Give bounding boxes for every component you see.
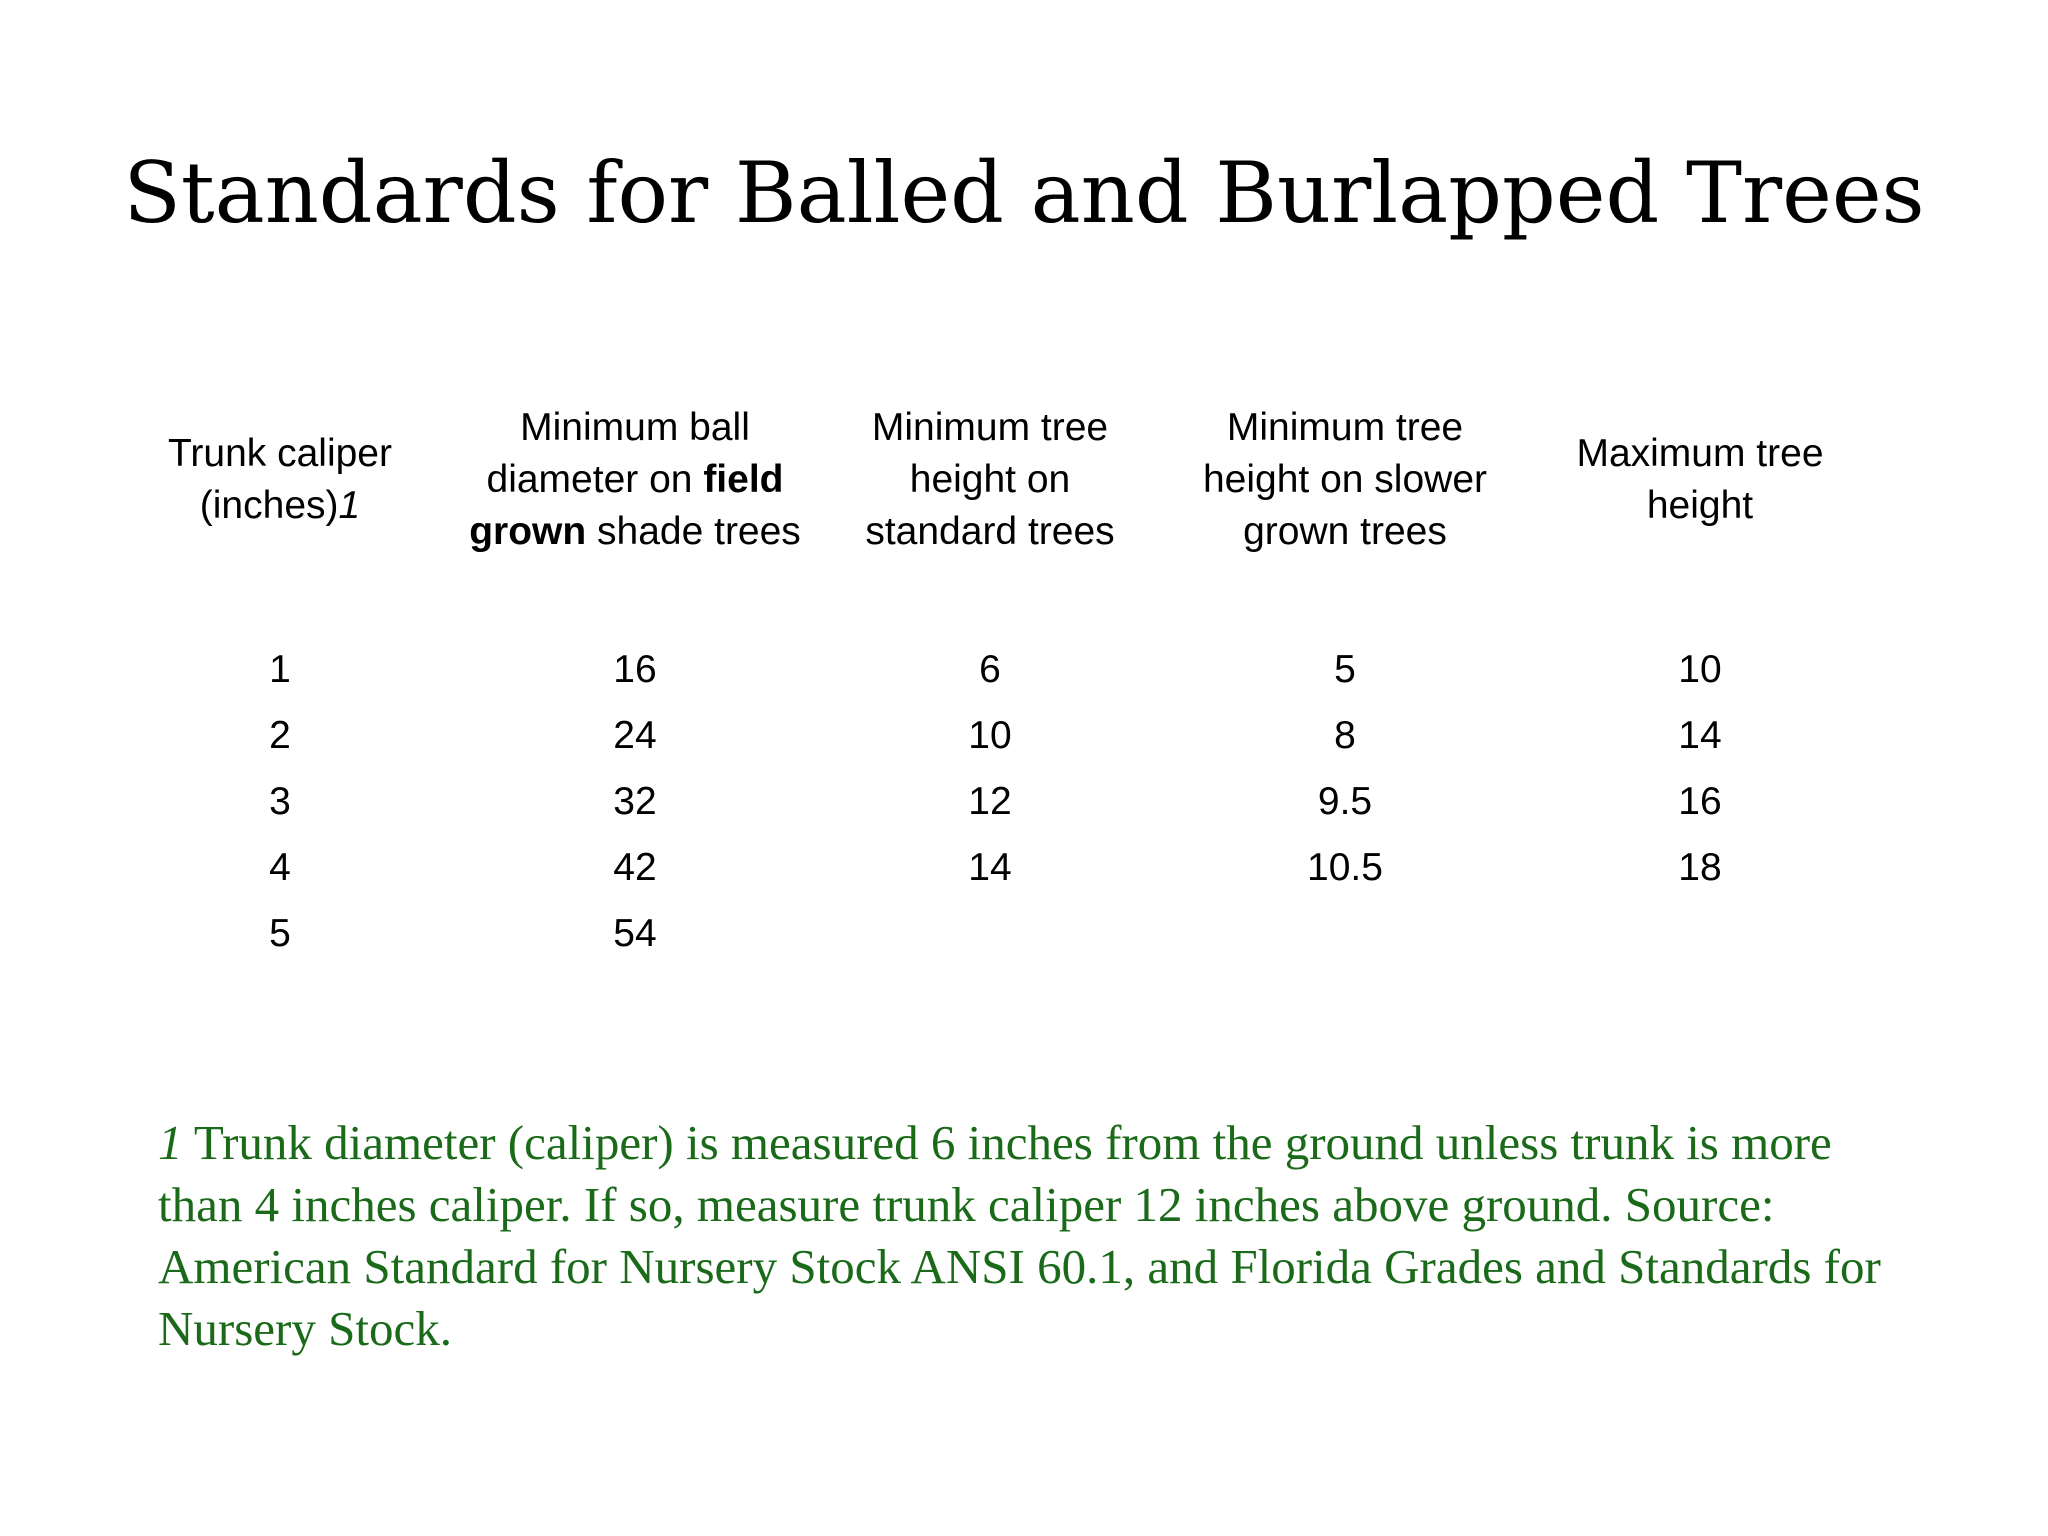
table-cell: 14	[968, 846, 1012, 889]
header-min-height-slower	[1175, 340, 1515, 620]
table-cell: 32	[613, 780, 657, 823]
table-cell: 5	[1334, 648, 1356, 691]
footnote	[158, 1112, 1918, 1360]
table-cell: 10	[1678, 648, 1722, 691]
table-cell: 10	[968, 714, 1012, 757]
table-cell: 24	[613, 714, 657, 757]
table-cell: 3	[269, 780, 291, 823]
header-trunk-caliper	[110, 340, 450, 620]
footnote-text: Trunk diameter (caliper) is measured 6 inches from the ground unless trunk is more than 4 inches caliper. If so, measure trunk caliper 12 inches above ground. Source: American Standard for Nursery Stock ANSI 60.1, and Florida Grades and Standards for Nursery Stock.	[158, 1115, 1881, 1356]
header-min-height-standard	[820, 340, 1160, 620]
table-cell: 4	[269, 846, 291, 889]
header-min-height-standard-text: Minimum tree height on standard trees	[865, 406, 1115, 553]
table-cell: 6	[979, 648, 1001, 691]
slide-title: Standards for Balled and Burlapped Trees	[123, 144, 1925, 242]
table-cell: 18	[1678, 846, 1722, 889]
header-ball-diameter-text-b: shade trees	[586, 510, 801, 553]
header-max-height-text: Maximum tree height	[1576, 432, 1824, 527]
table-cell: 16	[1678, 780, 1722, 823]
table-cell: 5	[269, 912, 291, 955]
header-ball-diameter-bold: field grown	[469, 458, 784, 553]
table-cell: 54	[613, 912, 657, 955]
table-cell: 14	[1678, 714, 1722, 757]
table-cell: 16	[613, 648, 657, 691]
footnote-marker: 1	[338, 484, 361, 527]
table-cell: 9.5	[1317, 780, 1373, 823]
footnote-marker: 1	[158, 1115, 183, 1170]
header-max-height	[1530, 340, 1870, 620]
table-cell: 12	[968, 780, 1012, 823]
header-trunk-caliper-text: Trunk caliper (inches)	[168, 432, 392, 527]
header-ball-diameter	[465, 340, 805, 620]
header-ball-diameter-text-a: Minimum ball diameter on	[486, 406, 750, 501]
table-cell: 10.5	[1307, 846, 1383, 889]
table-cell: 1	[269, 648, 291, 691]
table-cell: 42	[613, 846, 657, 889]
table-cell: 2	[269, 714, 291, 757]
table-cell: 8	[1334, 714, 1356, 757]
header-min-height-slower-text: Minimum tree height on slower grown trees	[1202, 406, 1487, 553]
